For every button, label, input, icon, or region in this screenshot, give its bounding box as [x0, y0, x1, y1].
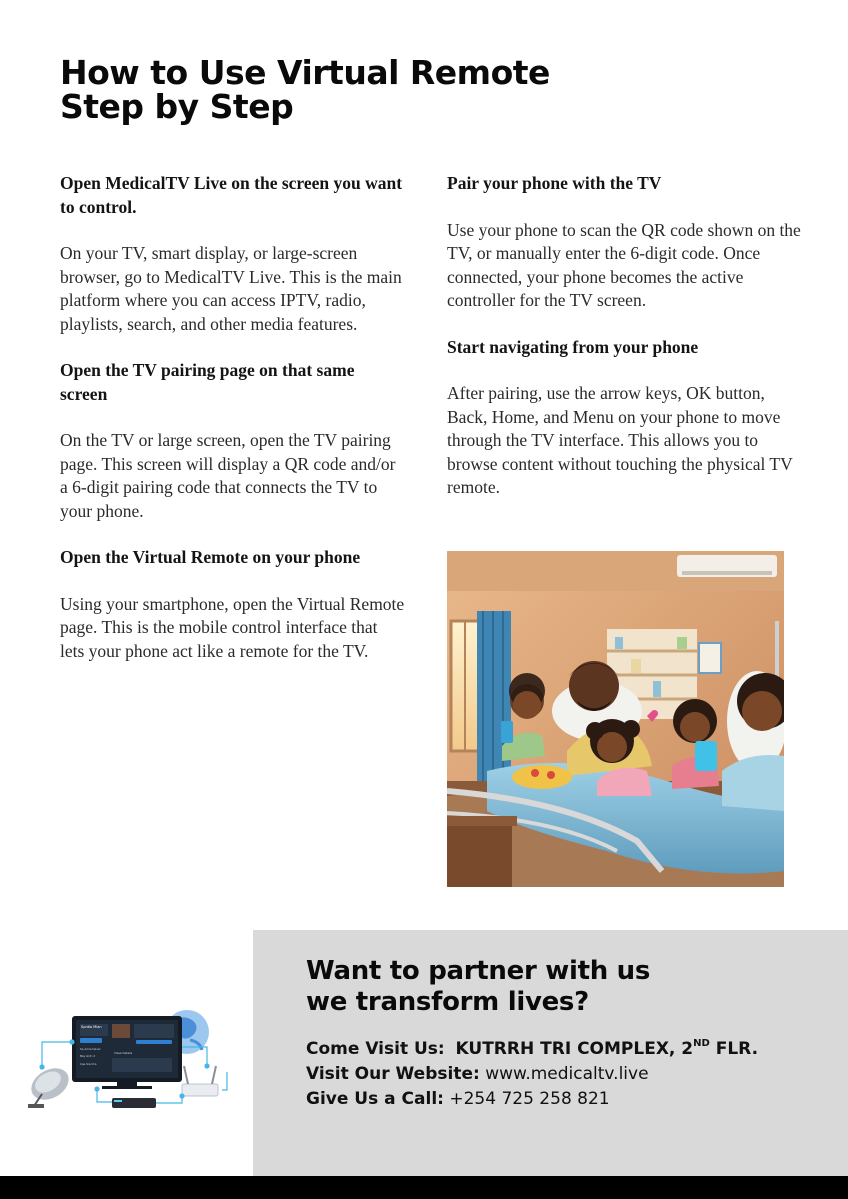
visit-row	[306, 1037, 836, 1062]
tv-menu-item: Vlase Detalis	[114, 1051, 133, 1055]
step-heading: Open the Virtual Remote on your phone	[60, 547, 361, 567]
step-3	[60, 546, 405, 663]
step-heading: Open the TV pairing page on that same screen	[60, 360, 355, 404]
page-title-line-1: How to Use Virtual Remote	[60, 53, 550, 92]
satellite-dish-icon	[26, 1062, 75, 1108]
step-body: Use your phone to scan the QR code shown on the TV, or manually enter the 6-digit code. Once connected, your phone becomes the active controller for the TV screen.	[447, 219, 801, 310]
step-body: On the TV or large screen, open the TV pairing page. This screen will display a QR code and/or a 6-digit pairing code that connects the TV to your phone.	[60, 430, 396, 521]
visit-address	[456, 1039, 759, 1059]
visit-label: Come Visit Us:	[306, 1039, 445, 1059]
tv-menu-item: Sa Amia Devel	[80, 1047, 101, 1051]
website-label: Visit Our Website:	[306, 1064, 480, 1084]
step-4	[447, 172, 802, 313]
tv-icon	[72, 1016, 182, 1089]
set-top-box-icon	[112, 1098, 156, 1108]
contact-details	[306, 1037, 836, 1112]
tv-menu-item: Cae Sia Ora	[80, 1062, 97, 1066]
partner-cta	[306, 956, 826, 1018]
website-row	[306, 1062, 836, 1087]
step-body: On your TV, smart display, or large-screen browser, go to MedicalTV Live. This is the main platform where you can access IPTV, radio, playlists, search, and other media features.	[60, 243, 402, 334]
phone-label: Give Us a Call:	[306, 1089, 444, 1109]
devices-illustration	[22, 1002, 232, 1122]
visit-address-text: KUTRRH TRI COMPLEX, 2	[455, 1039, 694, 1059]
step-1	[60, 172, 405, 336]
router-icon	[182, 1066, 218, 1096]
cta-line-1: Want to partner with us	[306, 956, 651, 986]
step-heading: Open MedicalTV Live on the screen you want to control.	[60, 173, 403, 217]
website-link[interactable]: www.medicaltv.live	[485, 1064, 649, 1084]
step-2	[60, 359, 405, 523]
phone-row	[306, 1087, 836, 1112]
visit-address-suffix: FLR.	[709, 1039, 759, 1059]
steps-column-right	[447, 172, 802, 523]
step-heading: Pair your phone with the TV	[447, 173, 662, 193]
visit-address-sup: ND	[693, 1038, 710, 1049]
steps-column-left	[60, 172, 405, 686]
phone-number[interactable]: +254 725 258 821	[449, 1089, 610, 1109]
tv-menu-item: Bay G(X) 2	[80, 1054, 96, 1058]
step-body: Using your smartphone, open the Virtual Remote page. This is the mobile control interface that lets your phone act like a remote for the TV.	[60, 593, 405, 661]
cta-line-2: we transform lives?	[306, 987, 589, 1017]
step-body: After pairing, use the arrow keys, OK button, Back, Home, and Menu on your phone to move through the TV interface. This allows you to browse content without touching the physical TV remote.	[447, 383, 793, 497]
hospital-family-illustration	[447, 551, 784, 887]
step-5	[447, 336, 802, 500]
page-title-line-2: Step by Step	[60, 87, 294, 126]
page-title	[60, 53, 680, 126]
step-heading: Start navigating from your phone	[447, 336, 699, 357]
tv-brand-label: Sprdia Mian	[81, 1025, 102, 1029]
bottom-bar	[0, 1176, 848, 1199]
